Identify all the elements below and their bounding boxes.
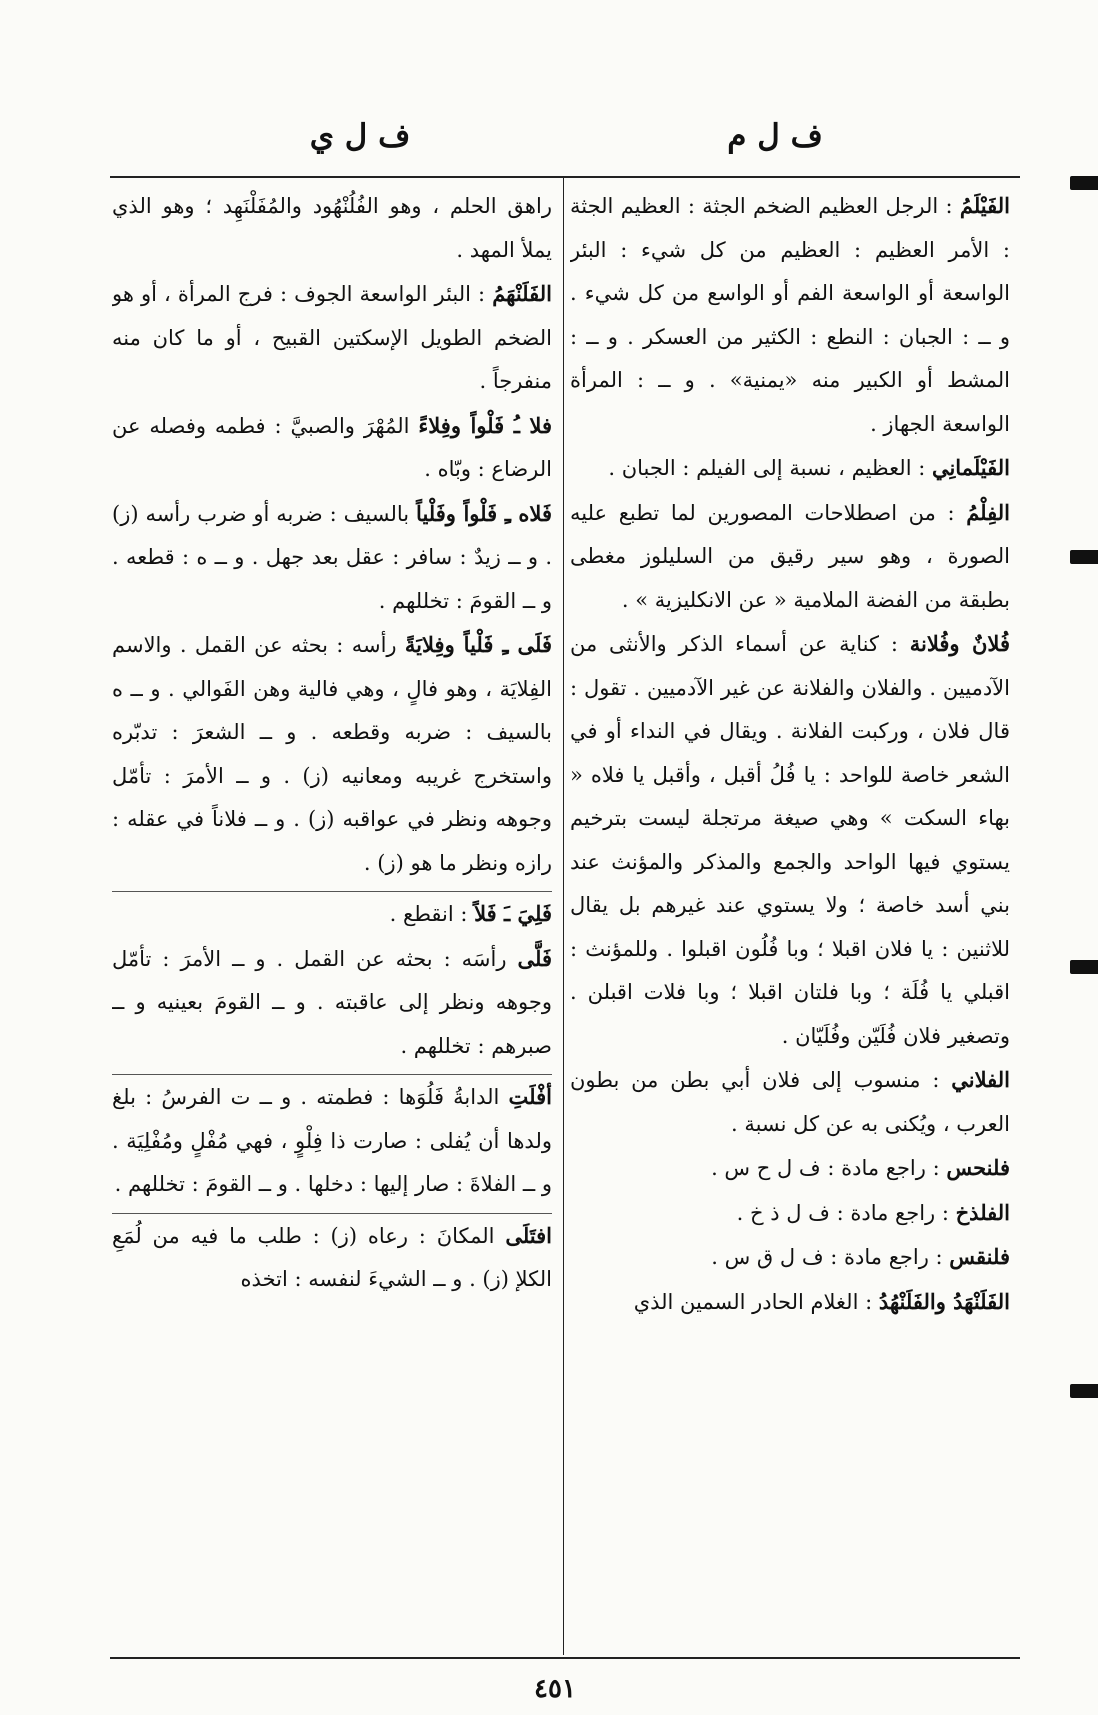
- headword: فلنحس: [946, 1155, 1010, 1180]
- bottom-rule: [110, 1657, 1020, 1659]
- entry: [570, 1058, 1010, 1146]
- headword: الفَيْلَمُ: [959, 193, 1010, 218]
- edge-tab-mark: [1070, 960, 1098, 974]
- entry: [112, 404, 552, 492]
- headword: فَلِيَ ـَ فَلاً: [474, 901, 552, 926]
- headword: فَلاه ـِ فَلْواً وفَلْياً: [416, 500, 552, 526]
- entry: [112, 492, 552, 624]
- edge-tab-mark: [1070, 1384, 1098, 1398]
- definition: الدابةُ فَلُوَها : فطمته . و ــ ت الفرسُ : بلغ ولدها أن يُفلى : صارت ذا فِلْوٍ ، فهي مُفْلٍ ومُفْلِيَة . و ــ الفلاةَ : صار إليها : دخلها . و ــ القومَ : تخللهم .: [112, 1085, 552, 1196]
- entry: [570, 1146, 1010, 1191]
- headword: الفلاني: [951, 1067, 1010, 1092]
- entry: [570, 1191, 1010, 1236]
- entry: [570, 446, 1010, 491]
- left-column: [112, 184, 552, 1652]
- definition: : الرجل العظيم الضخم الجثة : العظيم الجثة : الأمر العظيم : العظيم من كل شيء : البئر الواسعة أو الواسعة الفم أو الواسع من كل شيء . و ــ : الجبان : النطع : الكثير من العسكر . و ــ : المشط أو الكبير منه «يمنية» . و ــ : المرأة الواسعة الجهاز .: [570, 194, 1010, 436]
- page-number: ٤٥١: [534, 1674, 576, 1704]
- definition: رأسَه : بحثه عن القمل . و ــ الأمرَ : تأمّل وجوهه ونظر إلى عاقبته . و ــ القومَ بعينيه و ــ صبرهم : تخللهم .: [112, 946, 552, 1058]
- headword: الفَلَنْهَمُ: [492, 281, 552, 306]
- entry: [570, 491, 1010, 623]
- entry: [112, 1214, 552, 1302]
- definition: المُهْرَ والصبيَّ : فطمه وفصله عن الرضاع : وبّاه .: [112, 413, 552, 481]
- headword: افتَلَى: [505, 1222, 552, 1248]
- entry: [570, 1280, 1010, 1325]
- definition: : منسوب إلى فلان أبي بطن من بطون العرب ، ويُكنى به عن كل نسبة .: [570, 1068, 1010, 1136]
- definition: : كناية عن أسماء الذكر والأنثى من الآدميين . والفلان والفلانة عن غير الآدميين . تقول : قال فلان ، وركبت الفلانة . ويقال في النداء أو في الشعر خاصة للواحد : يا فُلُ أقبل ، وأقبل يا فلاه « بهاء السكت » وهي صيغة مرتجلة ليست بترخيم يستوي فيها الواحد والجمع والمذكر والمؤنث عند بني أسد خاصة ؛ ولا يستوي عند غيرهم بل يقال للاثنين : يا فلان اقبلا ؛ وبا فُلُون اقبلوا . وللمؤنث : اقبلي يا فُلَة ؛ وبا فلتان اقبلا ؛ وبا فلات اقبلن . وتصغير فلان فُلَيّن وفُلَيّان .: [570, 632, 1010, 1048]
- entry: [112, 1075, 552, 1207]
- definition: : راجع مادة : ف ل ح س .: [711, 1156, 947, 1180]
- definition: : الغلام الحادر السمين الذي: [633, 1289, 879, 1314]
- headword: فَلَّى: [517, 945, 552, 971]
- headword: الفِلْمُ: [966, 499, 1010, 525]
- entry: [112, 272, 552, 404]
- edge-tab-mark: [1070, 550, 1098, 564]
- header-root-right: ف ل م: [727, 118, 823, 154]
- right-column: [570, 184, 1010, 1652]
- entry: [570, 622, 1010, 1058]
- headword: الفلذخ: [955, 1199, 1010, 1225]
- top-rule: [110, 176, 1020, 178]
- headword: الفَيْلَمانِي: [931, 455, 1010, 480]
- header-root-left: ف ل ي: [309, 118, 411, 154]
- headword: فُلانٌ وفُلانة: [909, 631, 1010, 656]
- entry: [112, 184, 552, 272]
- entry: [112, 623, 552, 885]
- definition: المكانَ : رعاه (ز) : طلب ما فيه من لُمَعِ الكلإ (ز) . و ــ الشيءَ لنفسه : اتخذه: [112, 1223, 552, 1291]
- definition: : انقطع .: [389, 902, 475, 926]
- definition: رأسه : بحثه عن القمل . والاسم الفِلايَة ، وهو فالٍ ، وهي فالية وهن الفَوالي . و ــ ه بالسيف : ضربه وقطعه . و ــ الشعرَ : تدبّره واستخرج غريبه ومعانيه (ز) . و ــ الأمرَ : تأمّل وجوهه ونظر في عواقبه (ز) . و ــ فلاناً في عقله : رازه ونظر ما هو (ز) .: [112, 633, 552, 875]
- headword: أفْلَتِ: [508, 1084, 552, 1109]
- entry: [112, 892, 552, 937]
- definition: : راجع مادة : ف ل ق س .: [711, 1245, 950, 1269]
- definition: راهق الحلم ، وهو الفُلُنْهُود والمُفَلْنَهِد ؛ وهو الذي يملأ المهد .: [112, 194, 552, 262]
- headword: الفَلَنْهَدُ والفَلَنْهُدُ: [878, 1288, 1010, 1314]
- entry: [112, 937, 552, 1069]
- headword: فلنقس: [949, 1244, 1010, 1269]
- entry: [570, 184, 1010, 446]
- headword: فلا ـُ فَلْواً وفِلاءً: [418, 412, 552, 438]
- column-divider: [563, 178, 564, 1655]
- edge-tab-mark: [1070, 176, 1098, 190]
- definition: بالسيف : ضربه أو ضرب رأسه (ز) . و ــ زيدٌ : سافر : عقل بعد جهل . و ــ ه : قطعه . و ــ القومَ : تخللهم .: [112, 501, 552, 613]
- definition: : من اصطلاحات المصورين لما تطبع عليه الصورة ، وهو سير رقيق من السليلوز مغطى بطبقة من الفضة الملامية « عن الانكليزية » .: [570, 500, 1010, 612]
- definition: : البئر الواسعة الجوف : فرج المرأة ، أو هو الضخم الطويل الإسكتين القبيح ، أو ما كان منه منفرجاً .: [112, 282, 552, 393]
- headword: فَلَى ـِ فَلْياً وفِلايَةً: [404, 632, 552, 657]
- definition: : العظيم ، نسبة إلى الفيلم : الجبان .: [608, 456, 932, 480]
- definition: : راجع مادة : ف ل ذ خ .: [736, 1200, 956, 1225]
- entry: [570, 1235, 1010, 1280]
